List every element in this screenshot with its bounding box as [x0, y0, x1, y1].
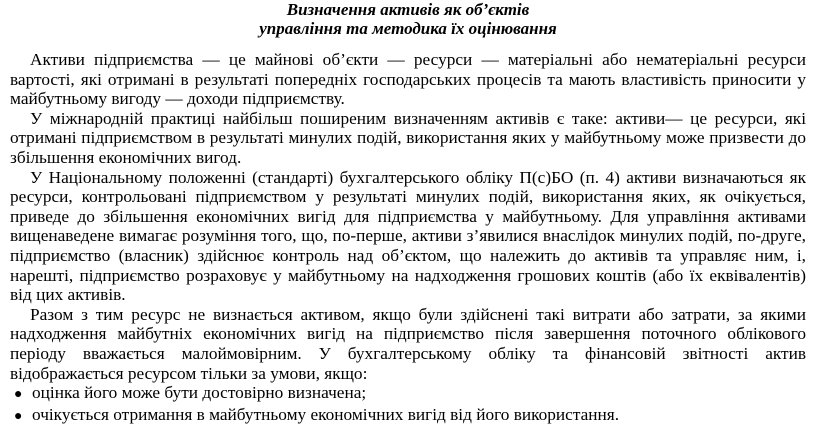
bullet-icon: ●	[14, 408, 23, 424]
list-item	[10, 383, 806, 405]
document-title-line-1: Визначення активів як об’єктів	[286, 0, 530, 19]
paragraph-international-practice: У міжнародній практиці найбільш поширеним визначенням активів є таке: активи— це ресурси, які отримані підприємством в результаті минулих подій, використання яких у майбутньому може призвести до збільшення економічних вигод.	[10, 108, 806, 167]
document-body	[10, 50, 806, 426]
list-item-text: оцінка його може бути достовірно визначена;	[32, 383, 367, 403]
conditions-list	[10, 383, 806, 426]
list-item	[10, 405, 806, 426]
paragraph-national-standard: У Національному положенні (стандарті) бухгалтерського обліку П(с)БО (п. 4) активи визначаються як ресурси, контрольовані підприємством у результаті минулих подій, використання яких, як очікується, приведе до збільшення економічних вигід для підприємства у майбутньому. Для управління активами вищенаведене вимагає розуміння того, що, по-перше, активи з’явилися внаслідок минулих подій, по-друге, підприємство (власник) здійснює контроль над об’єктом, що належить до активів та управляє ним, і, нарешті, підприємство розраховує у майбутньому на надходження грошових коштів (або їх еквівалентів) від цих активів.	[10, 167, 806, 305]
document-title-line-2: управління та методика їх оцінювання	[259, 19, 557, 38]
paragraph-assets-definition: Активи підприємства — це майнові об’єкти — ресурси — матеріальні або нематеріальні ресурси вартості, які отримані в результаті попередніх господарських процесів та мають властивість приносити у майбутньому вигоду — доходи підприємству.	[10, 50, 806, 109]
document-title-block	[10, 0, 806, 38]
list-item-text: очікується отримання в майбутньому економічних вигід від його використання.	[32, 404, 620, 424]
bullet-icon: ●	[14, 387, 23, 403]
paragraph-recognition-conditions: Разом з тим ресурс не визнається активом, якщо були здійснені такі витрати або затрати, за якими надходження майбутніх економічних вигід на підприємство після завершення поточного облікового періоду вважається малоймовірним. У бухгалтерському обліку та фінансовій звітності актив відображається ресурсом тільки за умови, якщо:	[10, 304, 806, 383]
